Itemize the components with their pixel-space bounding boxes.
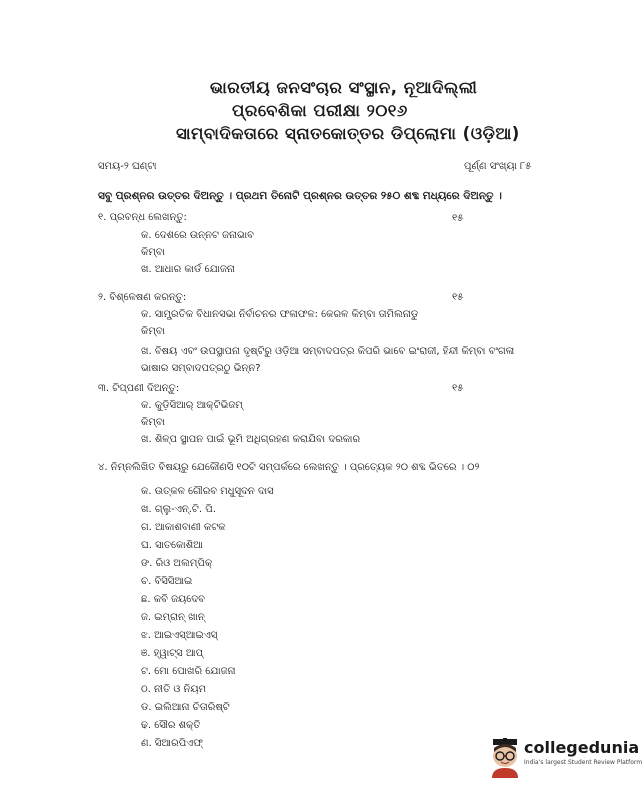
q3-marks: ୧୫ — [452, 383, 464, 394]
list-item: ଞ. ହ୍ୱାଟ୍ସ ଆପ୍ — [141, 648, 204, 659]
list-item: ଙ. ରିଓ ଅଲମ୍ପିକ୍ — [141, 558, 213, 569]
course-title: ସାମ୍ବାଦିକତାରେ ସ୍ନାତକୋତ୍ତର ଡିପ୍ଲୋମା (ଓଡ଼ିଆ) — [176, 124, 520, 143]
list-item: ଢ. ସୌର ଶକ୍ତି — [141, 720, 201, 731]
q2-marks: ୧୫ — [452, 292, 464, 303]
q3-or: କିମ୍ବା — [141, 417, 165, 428]
q2-title: ୨. ବିଶ୍ଳେଷଣ କରନ୍ତୁ: — [98, 292, 187, 303]
list-item: ଜ. ଇମ୍ରାନ୍ ଖାନ୍ — [141, 612, 205, 623]
institute-title: ଭାରତୀୟ ଜନସଂଚାର ସଂସ୍ଥାନ, ନୂଆଦିଲ୍ଲୀ — [210, 78, 478, 97]
q2-option-a: କ. ସାମ୍ପ୍ରତିକ ବିଧାନସଭା ନିର୍ବାଚନର ଫଳାଫଳ: କେରଳ କିମ୍ବା ତାମିଲନାଡୁ — [141, 309, 419, 320]
q1-option-a: କ. ଦେଶରେ ଉନ୍ନଟ ଜନାଭାବ — [141, 230, 254, 241]
list-item: ଛ. କବି ଜୟଦେବ — [141, 594, 205, 605]
q1-option-b: ଖ. ଆଧାର କାର୍ଡ ଯୋଜନା — [141, 264, 235, 275]
student-mascot-icon — [488, 738, 522, 778]
list-item: ଝ. ଆଇଏସ୍‌ଆଇଏସ୍ — [141, 630, 218, 641]
q3-option-a: କ. କୁଡ଼ିସିଆର୍ ଆକ୍ଟିଭିଜମ୍ — [141, 400, 243, 411]
brand-tagline: India's largest Student Review Platform — [524, 759, 642, 766]
brand-name: collegedunia — [524, 738, 640, 757]
list-item: ଣ. ସିଆରପିଏଫ୍ — [141, 738, 203, 749]
q1-title: ୧. ପ୍ରବନ୍ଧ ଲେଖନ୍ତୁ: — [98, 212, 187, 223]
list-item: ଟ. ମୋ ପୋଖରି ଯୋଜନା — [141, 666, 236, 677]
time-allowed: ସମୟ-୨ ଘଣ୍ଟା — [98, 161, 157, 172]
exam-title: ପ୍ରବେଶିକା ପରୀକ୍ଷା ୨୦୧୬ — [232, 101, 408, 120]
list-item: ଗ. ଆକାଶବାଣୀ କଟକ — [141, 522, 226, 533]
q1-marks: ୧୫ — [452, 213, 464, 224]
total-marks: ପୂର୍ଣ୍ଣ ସଂଖ୍ୟା ୮୫ — [464, 161, 532, 172]
q3-option-b: ଖ. ଶିଳ୍ପ ସ୍ଥାପନ ପାଇଁ ଭୂମି ଅଧିଗ୍ରହଣ କରାଯିବା ଦରକାର — [141, 434, 361, 445]
list-item: ଠ. ନୀତି ଓ ନିୟମ — [141, 684, 207, 695]
q2-option-b: ଖ. ବିଷୟ ଏବଂ ଉପସ୍ଥାପନା ଦୃଷ୍ଟିରୁ ଓଡ଼ିଆ ସମ୍ବାଦପତ୍ର କିପରି ଭାବେ ଇଂରାଜୀ, ହିନ୍ଦୀ କିମ୍ବା ବଂଗଳା ଭାଷାର ସମ୍ବାଦପତ୍ରଠୁ ଭିନ୍ନ? — [141, 346, 515, 374]
list-item: ଡ. ଇଲିଆନା ଚିତାରିଷ୍ଟି — [141, 702, 230, 713]
list-item: ଘ. ସାତକୋଶିଆ — [141, 540, 203, 551]
q3-title: ୩. ଟିପ୍ପଣୀ ଦିଅନ୍ତୁ: — [98, 383, 180, 394]
list-item: ଚ. ବିସିସିଆଇ — [141, 576, 193, 587]
collegedunia-logo — [488, 736, 642, 786]
general-instruction: ସବୁ ପ୍ରଶ୍ନର ଉତ୍ତର ଦିଅନ୍ତୁ । ପ୍ରଥମ ତିନୋଟି ପ୍ରଶ୍ନର ଉତ୍ତର ୨୫୦ ଶବ୍ଦ ମଧ୍ୟରେ ଦିଅନ୍ତୁ । — [98, 190, 502, 202]
q4-title: ୪. ନିମ୍ନଲିଖିତ ବିଷୟରୁ ଯେକୌଣସି ୧୦ଟି ସମ୍ପର୍କରେ ଲେଖନ୍ତୁ । ପ୍ରତ୍ୟେକ ୨୦ ଶବ୍ଦ ଭିତରେ । ୦୨ — [98, 462, 480, 473]
list-item: କ. ଉତ୍କଳ ଗୌରବ ମଧୁସୂଦନ ଦାସ — [141, 486, 274, 497]
q2-or: କିମ୍ବା — [141, 326, 165, 337]
q1-or: କିମ୍ବା — [141, 247, 165, 258]
list-item: ଖ. ଗ୍ଲୁ-ଏନ୍.ଟି. ପି. — [141, 504, 216, 515]
